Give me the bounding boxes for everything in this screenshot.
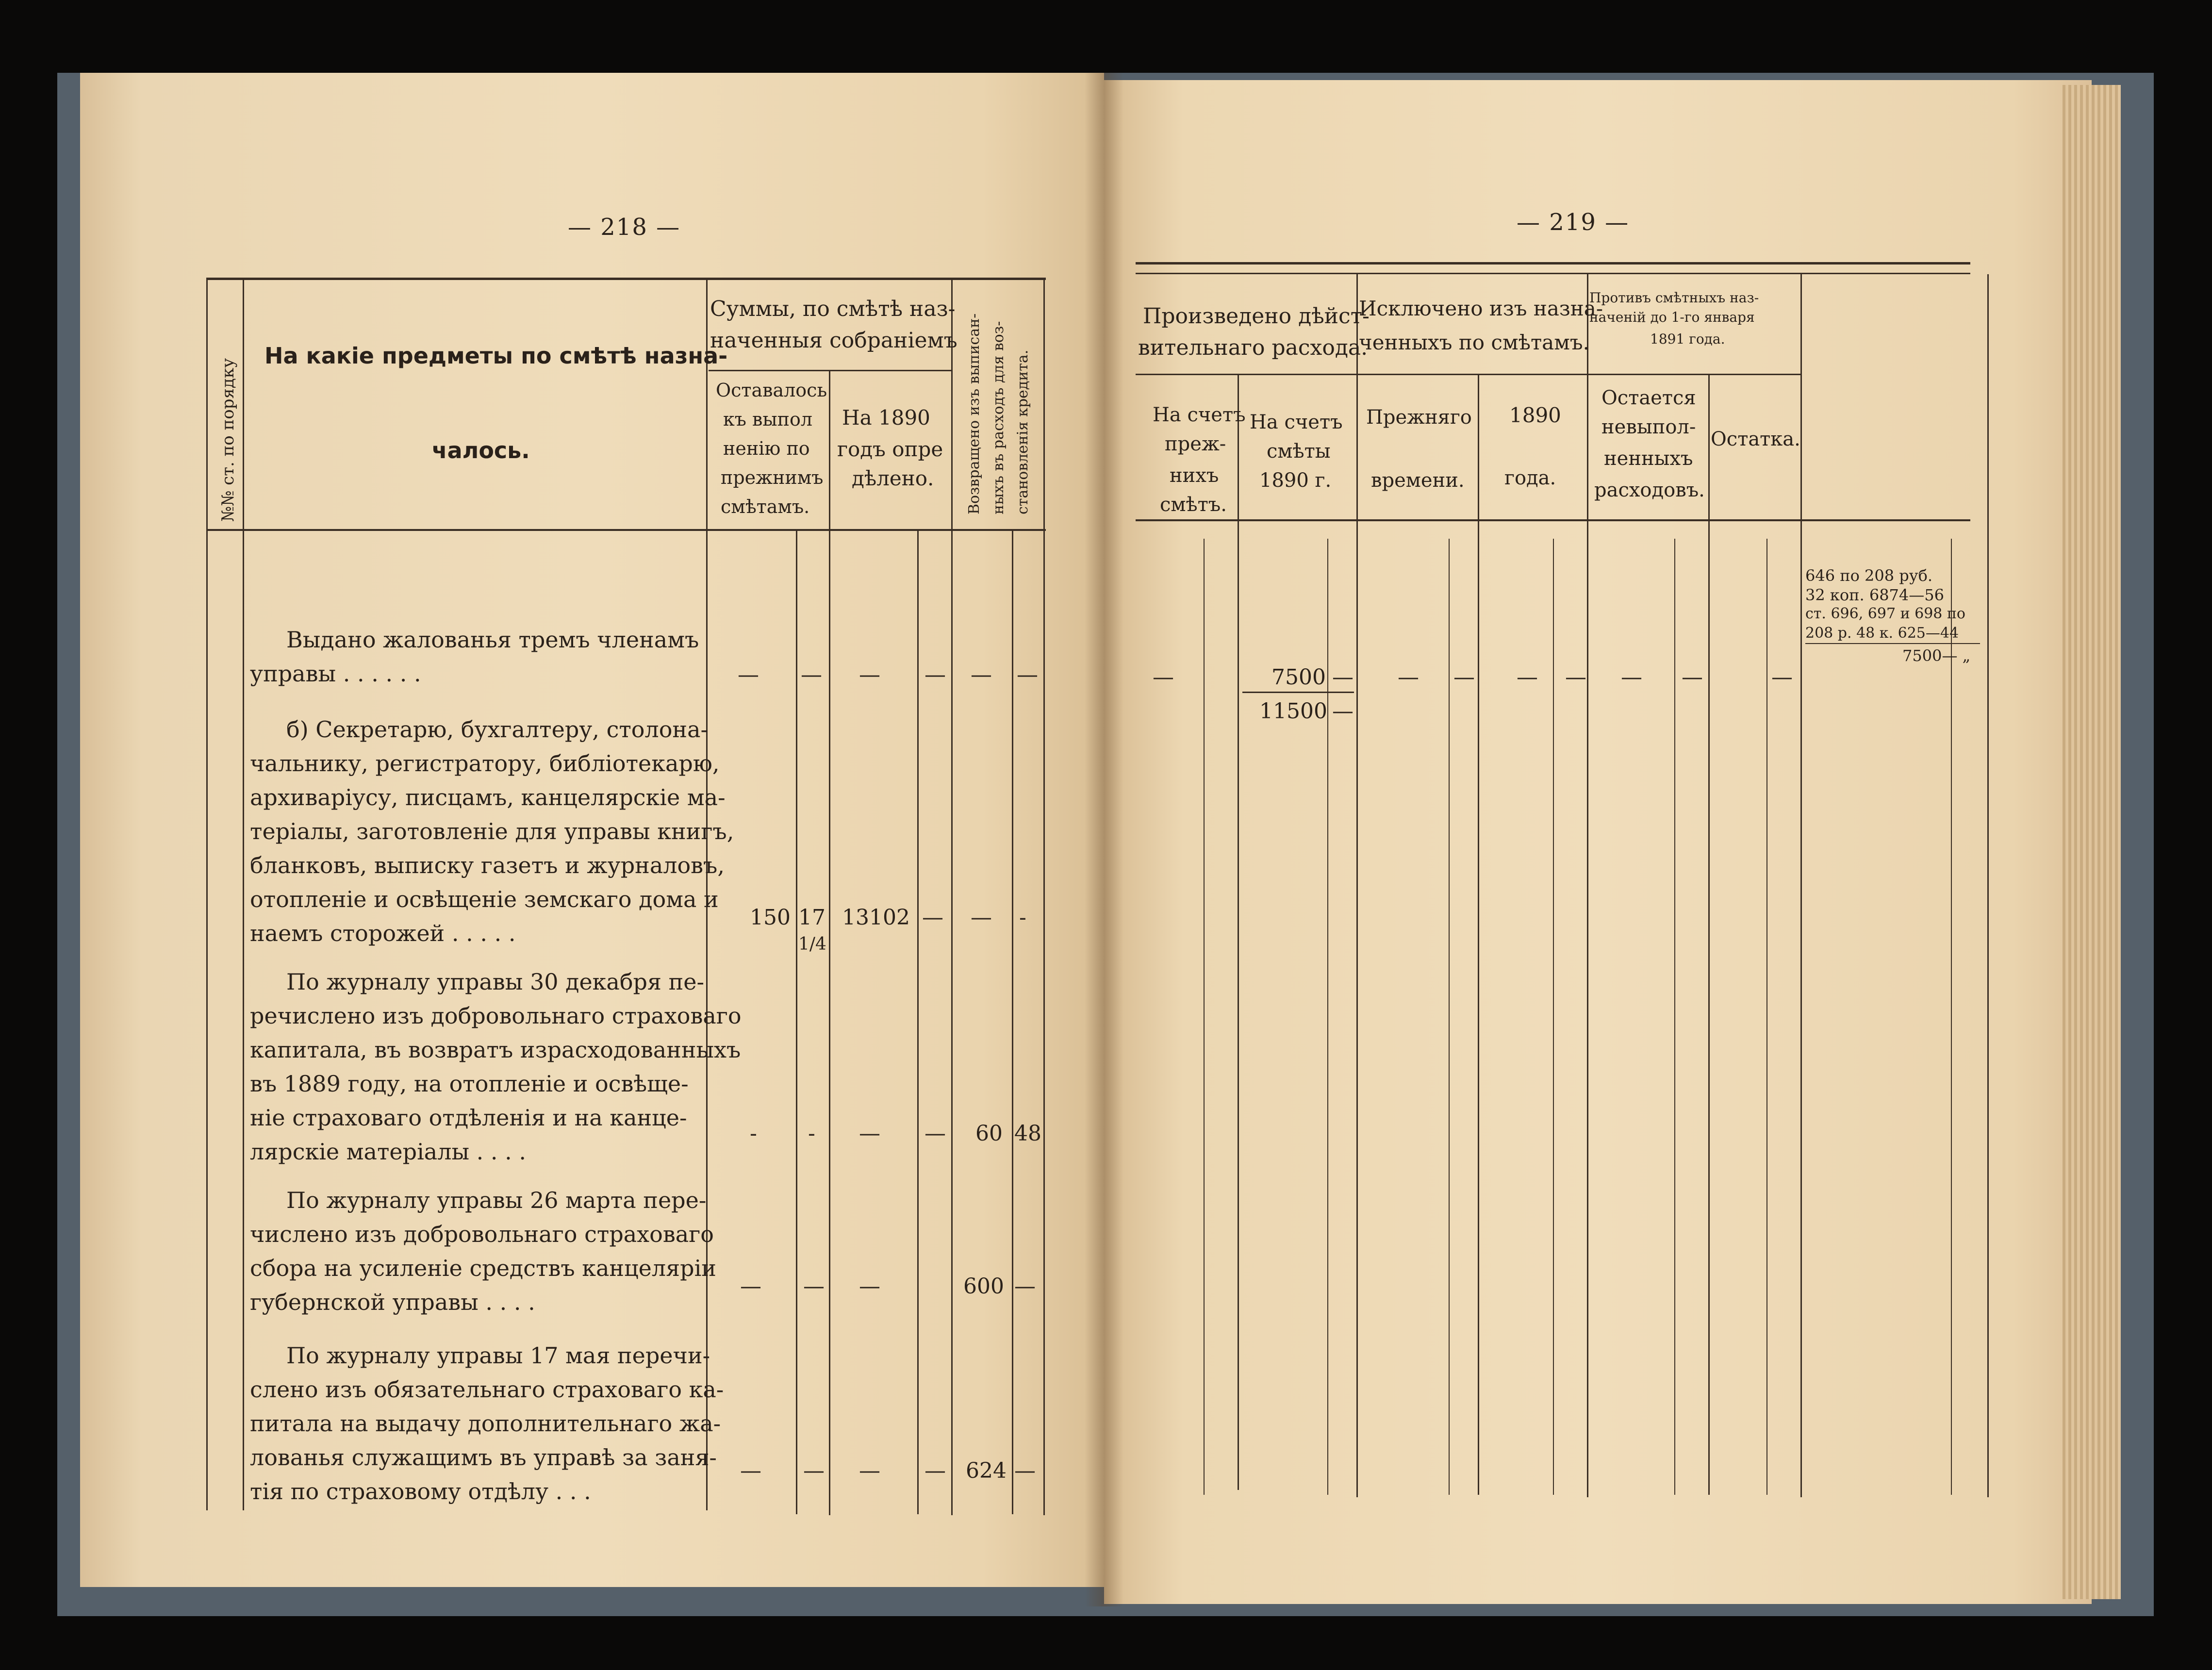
items-title-line1: На какіе предметы по смѣтѣ назна- xyxy=(264,343,728,369)
page-edges xyxy=(2063,85,2121,1599)
row5-line4: лованья служащимъ въ управѣ за заня- xyxy=(250,1444,717,1471)
unspent-4: расходовъ. xyxy=(1594,479,1705,501)
row5-line1: По журналу управы 17 мая перечи- xyxy=(286,1342,710,1369)
row5-line3: питала на выдачу дополнительнаго жа- xyxy=(250,1410,721,1437)
page-number-right: — 219 — xyxy=(1517,209,1630,236)
row2-line5: бланковъ, выписку газетъ и журналовъ, xyxy=(250,852,725,878)
r-col-6 xyxy=(1800,274,1802,1497)
r5-v5: 624 xyxy=(966,1458,1007,1483)
r1-v2: — xyxy=(801,662,822,687)
sub-rule-d xyxy=(951,278,953,1515)
year-3: дѣлено. xyxy=(852,466,934,490)
prev-4: смѣтъ. xyxy=(1160,494,1227,516)
row3-line4: въ 1889 году, на отопленіе и освѣще- xyxy=(250,1071,689,1097)
returned-2: ныхъ въ расходъ для воз- xyxy=(990,321,1007,514)
sub-rule-a xyxy=(796,529,797,1514)
rv-6: — xyxy=(1517,665,1538,690)
row2-line2: чальнику, регистратору, библіотекарю, xyxy=(250,750,720,777)
right-table-border-left xyxy=(1043,278,1045,1515)
row3-line5: ніе страховаго отдѣленія и на канце- xyxy=(250,1105,687,1131)
remaining-2: къ выпол xyxy=(723,409,812,430)
against-1: Противъ смѣтныхъ наз- xyxy=(1589,290,1759,306)
cur-3: 1890 г. xyxy=(1259,469,1332,492)
sums-title-2: наченныя собраніемъ xyxy=(710,328,957,353)
row5-line5: тія по страховому отдѣлу . . . xyxy=(250,1478,591,1505)
r5-v6: — xyxy=(1014,1458,1036,1483)
excluded-1: Исключено изъ назна- xyxy=(1359,297,1603,320)
sub-rule-e xyxy=(1012,529,1013,1514)
r-sub-1 xyxy=(1204,539,1205,1495)
r4-v3: — xyxy=(859,1274,880,1299)
row3-line3: капитала, въ возвратъ израсходованныхъ xyxy=(250,1037,741,1063)
rv-8: — xyxy=(1621,665,1642,690)
excluded-2: ченныхъ по смѣтамъ. xyxy=(1359,331,1589,354)
left-table-border xyxy=(206,278,208,1510)
note-1: 646 по 208 руб. xyxy=(1805,566,1933,585)
table-top-rule xyxy=(206,278,1046,280)
note-rule xyxy=(1805,643,1980,644)
rv-10: — xyxy=(1771,665,1793,690)
remaining-1: Оставалось xyxy=(716,380,827,401)
returned-1: Возвращено изъ выписан- xyxy=(966,313,983,514)
row1-sum-dash: — xyxy=(1332,699,1354,724)
row2-line7: наемъ сторожей . . . . . xyxy=(250,920,516,946)
earlier-2: времени. xyxy=(1371,469,1465,492)
note-5: 7500— „ xyxy=(1902,646,1971,665)
r4-v5: — xyxy=(1014,1274,1036,1299)
prev-2: преж- xyxy=(1165,433,1226,455)
right-sub-rule xyxy=(1136,374,1800,375)
cur-2: смѣты xyxy=(1267,440,1331,463)
order-column-header: №№ ст. по порядку xyxy=(218,358,238,522)
r5-v1: — xyxy=(740,1458,761,1483)
sum-rule xyxy=(1242,692,1354,693)
right-header-bottom xyxy=(1136,519,1970,521)
against-3: 1891 года. xyxy=(1650,331,1725,347)
rv-3: — xyxy=(1332,665,1354,690)
row1-sum: 11500 xyxy=(1259,699,1327,724)
cur-1: На счетъ xyxy=(1250,411,1343,433)
r4-v4: 600 xyxy=(963,1274,1004,1299)
yr-1: 1890 xyxy=(1509,403,1561,427)
right-table-top-rule-2 xyxy=(1136,273,1970,274)
r1-v6: — xyxy=(1017,662,1038,687)
row3-line6: лярскіе матеріалы . . . . xyxy=(250,1139,527,1165)
r2-v5: — xyxy=(971,905,992,930)
rv-4: — xyxy=(1398,665,1419,690)
r-col-7 xyxy=(1987,274,1989,1497)
row2-line1: б) Секретарю, бухгалтеру, столона- xyxy=(286,716,709,743)
remaining-3: ненію по xyxy=(723,438,810,459)
year-2: годъ опре xyxy=(837,437,943,461)
r5-v2: — xyxy=(803,1458,825,1483)
r2-v3: 13102 xyxy=(842,905,910,930)
prev-3: нихъ xyxy=(1170,464,1219,487)
r-sub-6 xyxy=(1766,539,1767,1495)
r1-v1: — xyxy=(738,662,759,687)
unspent-3: ненныхъ xyxy=(1604,447,1693,470)
row2-line4: теріалы, заготовленіе для управы книгъ, xyxy=(250,818,734,844)
note-3: ст. 696, 697 и 698 по xyxy=(1805,605,1965,622)
earlier-1: Прежняго xyxy=(1366,406,1472,429)
row4-line3: сбора на усиленіе средствъ канцеляріи xyxy=(250,1255,716,1281)
remaining-5: смѣтамъ. xyxy=(721,496,810,517)
r5-v3: — xyxy=(859,1458,880,1483)
rv-9: — xyxy=(1682,665,1703,690)
r4-v1: — xyxy=(740,1274,761,1299)
against-2: наченій до 1-го января xyxy=(1589,309,1755,325)
page-number-left: — 218 — xyxy=(568,214,681,241)
book-gutter xyxy=(1085,73,1123,1606)
r3-v2: - xyxy=(808,1121,815,1146)
returned-3: становленія кредита. xyxy=(1014,349,1031,514)
row3-line2: речислено изъ добровольнаго страховаго xyxy=(250,1003,742,1029)
prev-1: На счетъ xyxy=(1153,404,1246,426)
r-col-5 xyxy=(1708,374,1710,1495)
rv-1: — xyxy=(1153,665,1174,690)
row1-line1: Выдано жалованья тремъ членамъ xyxy=(286,627,699,653)
note-4: 208 р. 48 к. 625—44 xyxy=(1805,625,1959,642)
r-col-3 xyxy=(1478,374,1479,1495)
remainder-header: Остатка. xyxy=(1711,428,1800,450)
produced-2: вительнаго расхода. xyxy=(1138,335,1368,360)
r-sub-5 xyxy=(1674,539,1675,1495)
unspent-2: невыпол- xyxy=(1601,416,1696,438)
remaining-4: прежнимъ xyxy=(721,467,824,488)
r-sub-3 xyxy=(1449,539,1450,1495)
r2-fraction: 1/4 xyxy=(798,934,826,954)
row4-line4: губернской управы . . . . xyxy=(250,1289,535,1315)
r-col-1 xyxy=(1238,374,1239,1490)
r2-v4: — xyxy=(922,905,943,930)
r3-v5: 60 xyxy=(975,1121,1003,1146)
r-sub-4 xyxy=(1553,539,1554,1495)
r-sub-2 xyxy=(1327,539,1328,1495)
r1-v4: — xyxy=(924,662,946,687)
rv-2: 7500 xyxy=(1271,665,1326,690)
row5-line2: слено изъ обязательнаго страховаго ка- xyxy=(250,1376,724,1403)
rv-5: — xyxy=(1453,665,1475,690)
items-title-line2: чалось. xyxy=(432,437,530,463)
r3-v6: 48 xyxy=(1014,1121,1041,1146)
r5-v4: — xyxy=(924,1458,946,1483)
unspent-1: Остается xyxy=(1601,387,1696,409)
row1-line2: управы . . . . . . xyxy=(250,661,421,687)
r2-v6: - xyxy=(1019,905,1026,930)
r3-v4: — xyxy=(924,1121,946,1146)
r-col-4 xyxy=(1587,274,1588,1497)
yr-2: года. xyxy=(1504,467,1556,489)
produced-1: Произведено дѣйст- xyxy=(1143,304,1370,329)
r-col-2 xyxy=(1356,274,1358,1497)
r4-v2: — xyxy=(803,1274,825,1299)
sub-rule-c xyxy=(917,529,919,1514)
sums-title-1: Суммы, по смѣтѣ наз- xyxy=(710,297,956,321)
row3-line1: По журналу управы 30 декабря пе- xyxy=(286,969,705,995)
r3-v3: — xyxy=(859,1121,880,1146)
order-col-rule xyxy=(243,278,244,1510)
row2-line3: архиваріусу, писцамъ, канцелярскіе ма- xyxy=(250,784,726,810)
r2-v2: 17 xyxy=(798,905,825,930)
header-bottom-rule xyxy=(206,529,1046,531)
r1-v5: — xyxy=(971,662,992,687)
rv-7: — xyxy=(1565,665,1586,690)
sub-rule-b xyxy=(829,370,830,1515)
year-1: На 1890 xyxy=(842,406,930,430)
note-2: 32 коп. 6874—56 xyxy=(1805,586,1944,604)
right-table-top-rule xyxy=(1136,262,1970,265)
row4-line2: числено изъ добровольнаго страховаго xyxy=(250,1221,714,1247)
row4-line1: По журналу управы 26 марта пере- xyxy=(286,1187,707,1213)
r3-v1: - xyxy=(750,1121,757,1146)
r2-v1: 150 xyxy=(750,905,791,930)
r1-v3: — xyxy=(859,662,880,687)
row2-line6: отопленіе и освѣщеніе земскаго дома и xyxy=(250,886,719,912)
r-sub-7 xyxy=(1951,539,1952,1495)
